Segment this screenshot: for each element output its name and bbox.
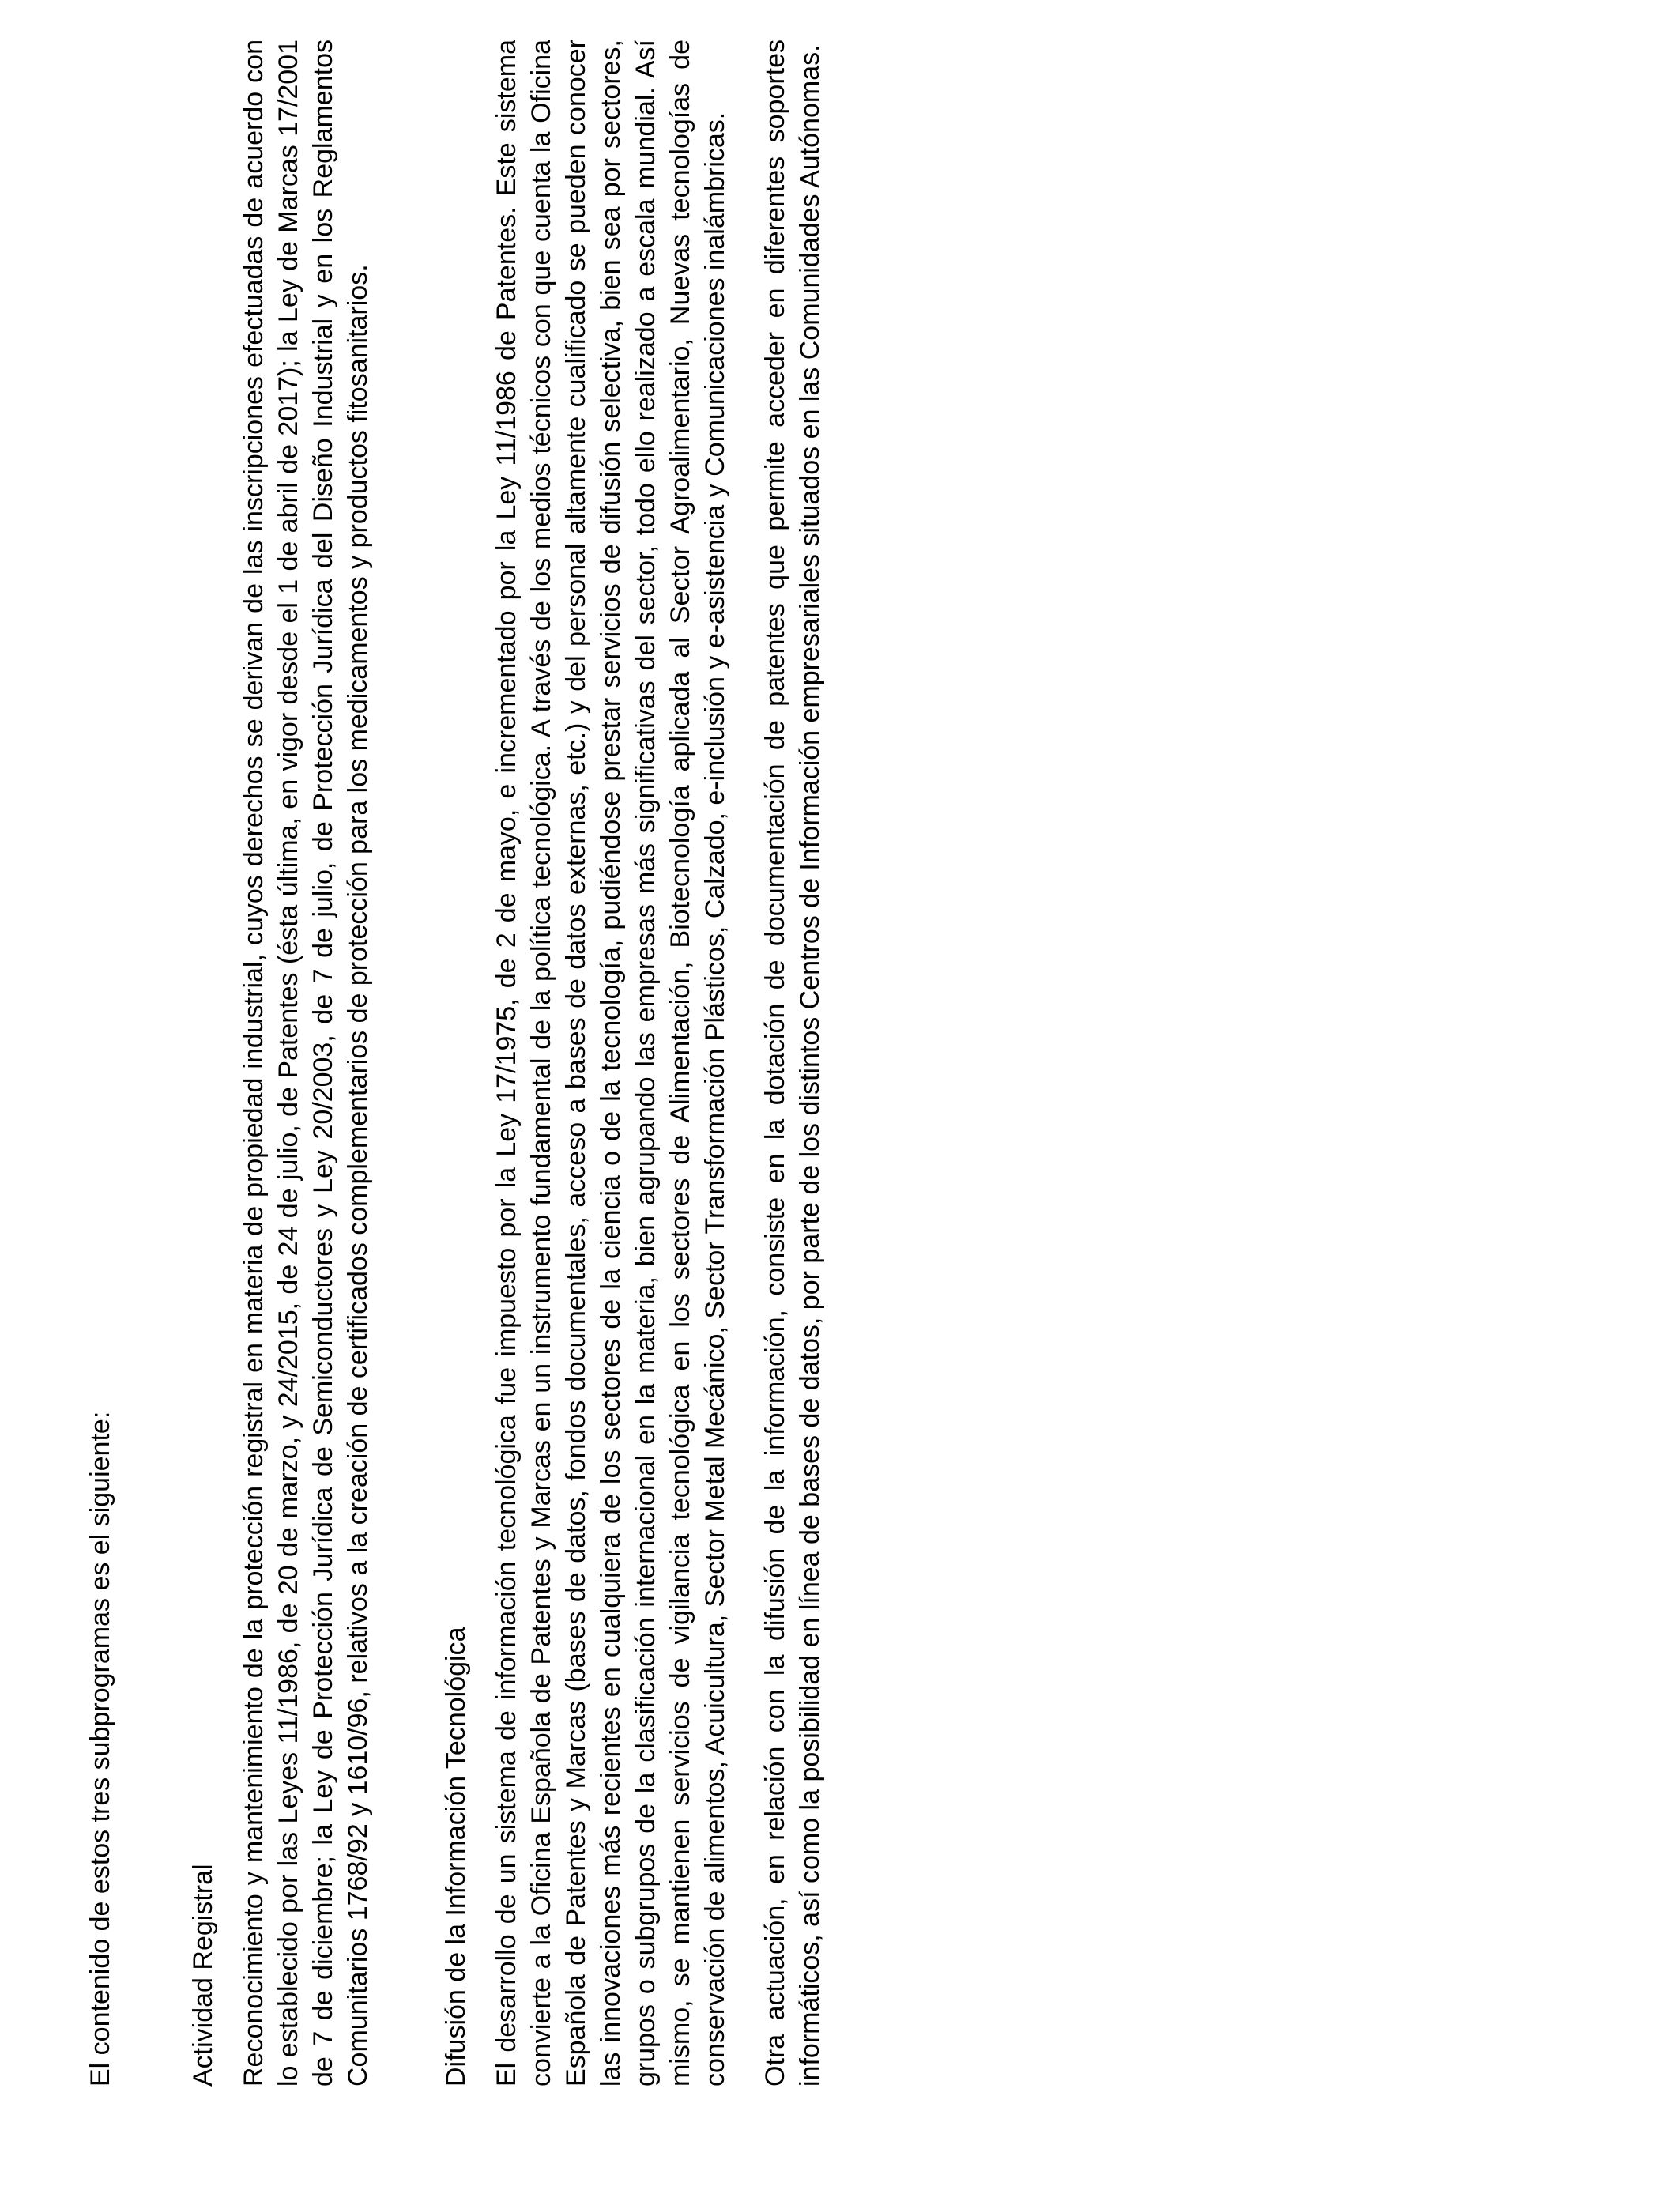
section-heading-actividad-registral: Actividad Registral — [188, 1864, 218, 2087]
section-paragraph: El desarrollo de un sistema de información tecnológica fue impuesto por la Ley 17/1975, de 2 de mayo, e incrementado por la Ley 11/1986 de Patentes. Este sistema convierte a la Oficina Española de Patentes y Marcas en un instrumento fundamental de la política tecnológica. A través de los medios técnicos con que cuenta la Oficina Española de Patentes y Marcas (bases de datos, fondos documentales, acceso a bases de datos externas, etc.) y del personal altamente cualificado se pueden conocer las innovaciones más recientes en cualquiera de los sectores de la ciencia o de la tecnología, pudiéndose prestar servicios de difusión selectiva, bien sea por sectores, grupos o subgrupos de la clasificación internacional en la materia, bien agrupando las empresas más significativas del sector, todo ello realizado a escala mundial. Así mismo, se mantienen servicios de vigilancia tecnológica en los sectores de Alimentación, Biotecnología aplicada al Sector Agroalimentario, Nuevas tecnologías de conservación de alimentos, Acuicultura, Sector Metal Mecánico, Sector Transformación Plásticos, Calzado, e-inclusión y e-asistencia y Comunicaciones inalámbricas. — [492, 40, 730, 2087]
rotated-text-block — [83, 40, 891, 2087]
intro-text: El contenido de estos tres subprogramas es el siguiente: — [85, 1411, 115, 2087]
section-paragraph: Otra actuación, en relación con la difusión de la información, consiste en la dotación de documentación de patentes que permite acceder en diferentes soportes informáticos, así como la posibilidad en línea de bases de datos, por parte de los distintos Centros de Información empresariales situados en las Comunidades Autónomas. — [760, 40, 825, 2087]
section-heading-difusion-informacion: Difusión de la Información Tecnológica — [441, 1627, 471, 2087]
section-paragraph: Reconocimiento y mantenimiento de la protección registral en materia de propiedad industrial, cuyos derechos se derivan de las inscripciones efectuadas de acuerdo con lo establecido por las Leyes 11/1986, de 20 de marzo, y 24/2015, de 24 de julio, de Patentes (ésta última, en vigor desde el 1 de abril de 2017); la Ley de Marcas 17/2001 de 7 de diciembre; la Ley de Protección Jurídica de Semiconductores y Ley 20/2003, de 7 de julio, de Protección Jurídica del Diseño Industrial y en los Reglamentos Comunitarios 1768/92 y 1610/96, relativos a la creación de certificados complementarios de protección para los medicamentos y productos fitosanitarios. — [239, 40, 373, 2087]
